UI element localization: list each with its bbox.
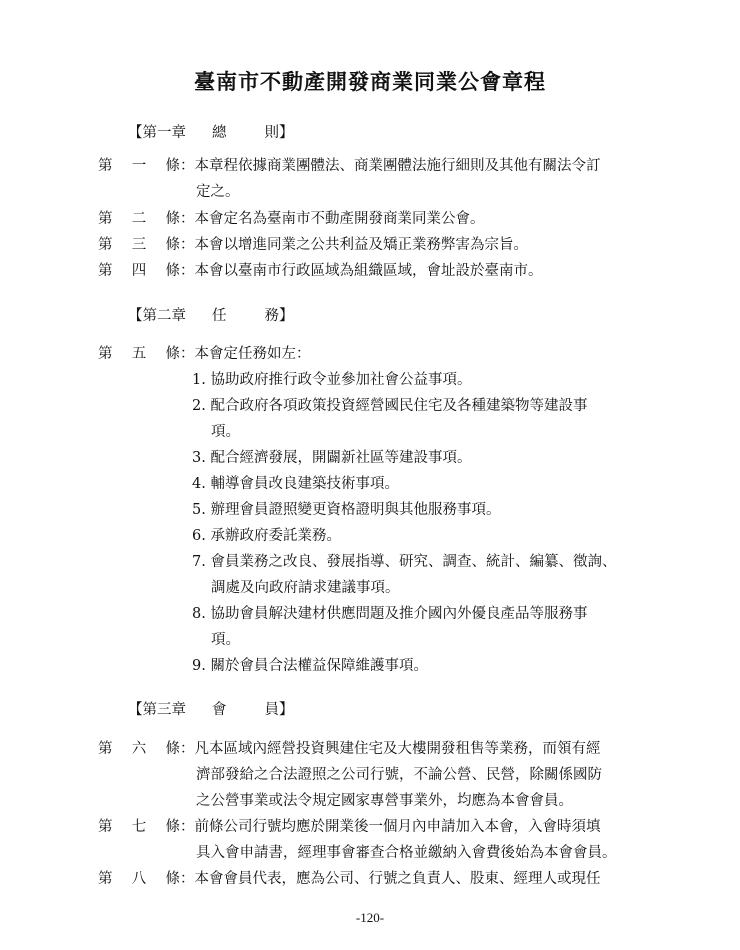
chapter-bracket-open: 【 — [128, 702, 143, 718]
article-label-part: 條 — [165, 237, 180, 253]
article-label-part: 條 — [165, 158, 180, 174]
article-label-3 — [98, 233, 180, 254]
article-text-line: ：本會定名為臺南市不動產開發商業同業公會。 — [180, 211, 485, 227]
article-label-part: 條 — [165, 211, 180, 227]
article-label-1 — [98, 154, 180, 175]
article-label-part: 第 — [98, 741, 113, 757]
article-label-5 — [98, 342, 180, 363]
article-text-line: ：本會會員代表，應為公司、行號之負責人、股東、經理人或現任 — [180, 871, 601, 887]
article-label-part: 第 — [98, 346, 113, 362]
article-text-line: ：本會以增進同業之公共利益及矯正業務弊害為宗旨。 — [180, 237, 528, 253]
document-title: 臺南市不動產開發商業同業公會章程 — [194, 69, 546, 94]
article-label-part: 六 — [131, 741, 147, 757]
task-item: 6. 承辦政府委託業務。 — [192, 528, 341, 544]
article-label-part: 第 — [98, 263, 113, 279]
article-label-part: 第 — [98, 237, 113, 253]
article-label-part: 第 — [98, 158, 113, 174]
article-label-part: 七 — [131, 819, 147, 835]
chapter-bracket-open: 【 — [128, 125, 143, 141]
chapter-name-part: 會 — [212, 702, 227, 718]
article-label-part: 第 — [98, 211, 113, 227]
article-label-6 — [98, 737, 180, 758]
task-item: 2. 配合政府各項政策投資經營國民住宅及各種建築物等建設事 — [192, 398, 588, 414]
task-item-continuation: 項。 — [211, 632, 240, 648]
chapter-bracket-close: 】 — [279, 702, 294, 718]
article-label-part: 二 — [131, 211, 147, 227]
task-item: 3. 配合經濟發展，開闢新社區等建設事項。 — [192, 450, 472, 466]
article-text-line: ：本章程依據商業團體法、商業團體法施行細則及其他有關法令訂 — [180, 158, 601, 174]
chapter-bracket-open: 【 — [128, 308, 143, 324]
chapter-bracket-close: 】 — [279, 125, 294, 141]
article-label-7 — [98, 815, 180, 836]
chapter-number: 第一章 — [142, 125, 186, 141]
article-label-part: 條 — [165, 263, 180, 279]
article-text-line: ：本會以臺南市行政區域為組織區域，會址設於臺南市。 — [180, 263, 543, 279]
article-text-line: ：凡本區域內經營投資興建住宅及大樓開發租售等業務，而領有經 — [180, 741, 601, 757]
article-text-line: 具入會申請書，經理事會審查合格並繳納入會費後始為本會會員。 — [196, 845, 617, 861]
task-item: 5. 辦理會員證照變更資格證明與其他服務事項。 — [192, 502, 501, 518]
article-label-part: 一 — [131, 158, 147, 174]
article-label-4 — [98, 259, 180, 280]
article-label-8 — [98, 867, 180, 888]
task-item: 7. 會員業務之改良、發展指導、研究、調查、統計、編纂、徵詢、 — [192, 554, 617, 570]
chapter-number: 第二章 — [142, 308, 186, 324]
task-item-continuation: 調處及向政府請求建議事項。 — [211, 580, 400, 596]
article-text-line: ：本會定任務如左： — [180, 346, 311, 362]
article-label-part: 條 — [165, 871, 180, 887]
article-label-part: 五 — [131, 346, 147, 362]
article-label-part: 第 — [98, 871, 113, 887]
chapter-name-part: 總 — [212, 125, 227, 141]
task-item: 8. 協助會員解決建材供應問題及推介國內外優良產品等服務事 — [192, 606, 588, 622]
article-label-part: 三 — [131, 237, 147, 253]
article-label-part: 第 — [98, 819, 113, 835]
chapter-heading-3 — [128, 698, 294, 719]
article-text-line: 定之。 — [196, 184, 240, 200]
task-item: 1. 協助政府推行政令並參加社會公益事項。 — [192, 372, 472, 388]
article-text-line: ：前條公司行號均應於開業後一個月內申請加入本會，入會時須填 — [180, 819, 601, 835]
chapter-heading-2 — [128, 304, 294, 325]
chapter-name-part: 任 — [212, 308, 227, 324]
article-label-part: 條 — [165, 741, 180, 757]
article-label-2 — [98, 207, 180, 228]
chapter-name-part: 員 — [264, 702, 279, 718]
task-item: 9. 關於會員合法權益保障維護事項。 — [192, 658, 428, 674]
article-label-part: 條 — [165, 819, 180, 835]
article-text-line: 濟部發給之合法證照之公司行號，不論公營、民營，除關係國防 — [196, 767, 602, 783]
article-text-line: 之公營事業或法令規定國家專營事業外，均應為本會會員。 — [196, 793, 573, 809]
chapter-number: 第三章 — [142, 702, 186, 718]
chapter-name-part: 務 — [264, 308, 279, 324]
article-label-part: 四 — [131, 263, 147, 279]
chapter-name-part: 則 — [264, 125, 279, 141]
chapter-heading-1 — [128, 121, 294, 142]
task-item-continuation: 項。 — [211, 424, 240, 440]
page-number: -120- — [355, 910, 385, 925]
article-label-part: 條 — [165, 346, 180, 362]
chapter-bracket-close: 】 — [279, 308, 294, 324]
task-item: 4. 輔導會員改良建築技術事項。 — [192, 476, 399, 492]
article-label-part: 八 — [131, 871, 147, 887]
